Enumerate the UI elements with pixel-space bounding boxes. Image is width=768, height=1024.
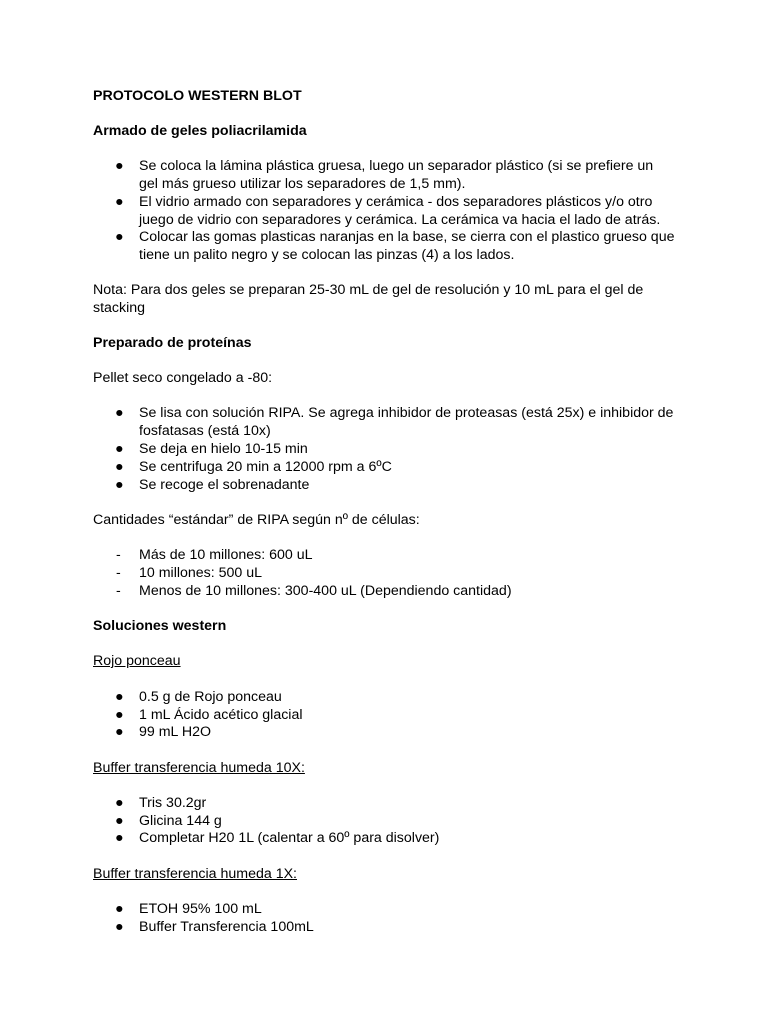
document-page: PROTOCOLO WESTERN BLOT Armado de geles poliacrilamida ● Se coloca la lámina plástica gruesa, luego un separador plástico (si se prefiere un gel más grueso utilizar los separadores de 1,5 mm). ● El vidrio armado con separadores y cerámica - dos separadores plásticos y/o otro juego de vidrio con separadores y cerámica. La cerámica va hacia el lado de atrás. ● Colocar las gomas plasticas naranjas en la base, se cierra con el plastico grueso que tiene un palito negro y se colocan las pinzas (4) a los lados. Nota: Para dos geles se preparan 25-30 mL de gel de resolución y 10 mL para el gel de stacking Preparado de proteínas Pellet seco congelado a -80: ● Se lisa con solución RIPA. Se agrega inhibidor de proteasas (está 25x) e inhibidor de fosfatasas (está 10x) ● Se deja en hielo 10-15 min ● Se centrifuga 20 min a 12000 rpm a 6ºC ● Se recoge el sobrenadante Cantidades “estándar” de RIPA según nº de células: - Más de 10 millones: 600 uL - 10 millones: 500 uL - Menos de 10 millones: 300-400 uL (Dependiendo cantidad) Soluciones western Rojo ponceau ● 0.5 g de Rojo ponceau ● 1 mL Ácido acético glacial ● 99 mL H2O Buffer transferencia humeda 10X: ● Tris 30.2gr ● Glicina 144 g ● Completar H20 1L (calentar a 60º para disolver) Buffer transferencia humeda 1X: ● ETOH 95% 100 mL ● Buffer Transferencia 100mL [93,88,675,935]
bullet-icon: ● [115,707,124,723]
document-title: PROTOCOLO WESTERN BLOT [93,88,302,104]
section-heading-armado: Armado de geles poliacrilamida [93,123,307,139]
bullet-icon: ● [115,689,124,705]
bullet-icon: ● [115,795,124,811]
subheading-buffer-1x: Buffer transferencia humeda 1X: [93,866,298,882]
bullet-icon: ● [115,477,124,493]
bullet-icon: ● [115,813,124,829]
bullet-icon: ● [115,441,124,457]
bullet-icon: ● [115,405,124,421]
bullet-icon: ● [115,459,124,475]
section-heading-proteinas: Preparado de proteínas [93,335,252,351]
bullet-icon: ● [115,901,124,917]
bullet-icon: ● [115,919,124,935]
pellet-intro: Pellet seco congelado a -80: [93,370,273,386]
subheading-buffer-10x: Buffer transferencia humeda 10X: [93,760,305,776]
note-line: Nota: Para dos geles se preparan 25-30 mL de gel de resolución y 10 mL para el gel de [93,282,644,298]
bullet-icon: ● [115,194,124,210]
quantities-intro: Cantidades “estándar” de RIPA según nº de células: [93,512,420,528]
dash-icon: - [116,583,121,599]
bullet-icon: ● [115,158,124,174]
dash-icon: - [116,565,121,581]
bullet-icon: ● [115,830,124,846]
note-line: stacking [93,300,146,316]
subheading-ponceau: Rojo ponceau [93,653,181,669]
bullet-icon: ● [115,724,124,740]
dash-icon: - [116,547,121,563]
bullet-icon: ● [115,229,124,245]
section-heading-soluciones: Soluciones western [93,618,227,634]
